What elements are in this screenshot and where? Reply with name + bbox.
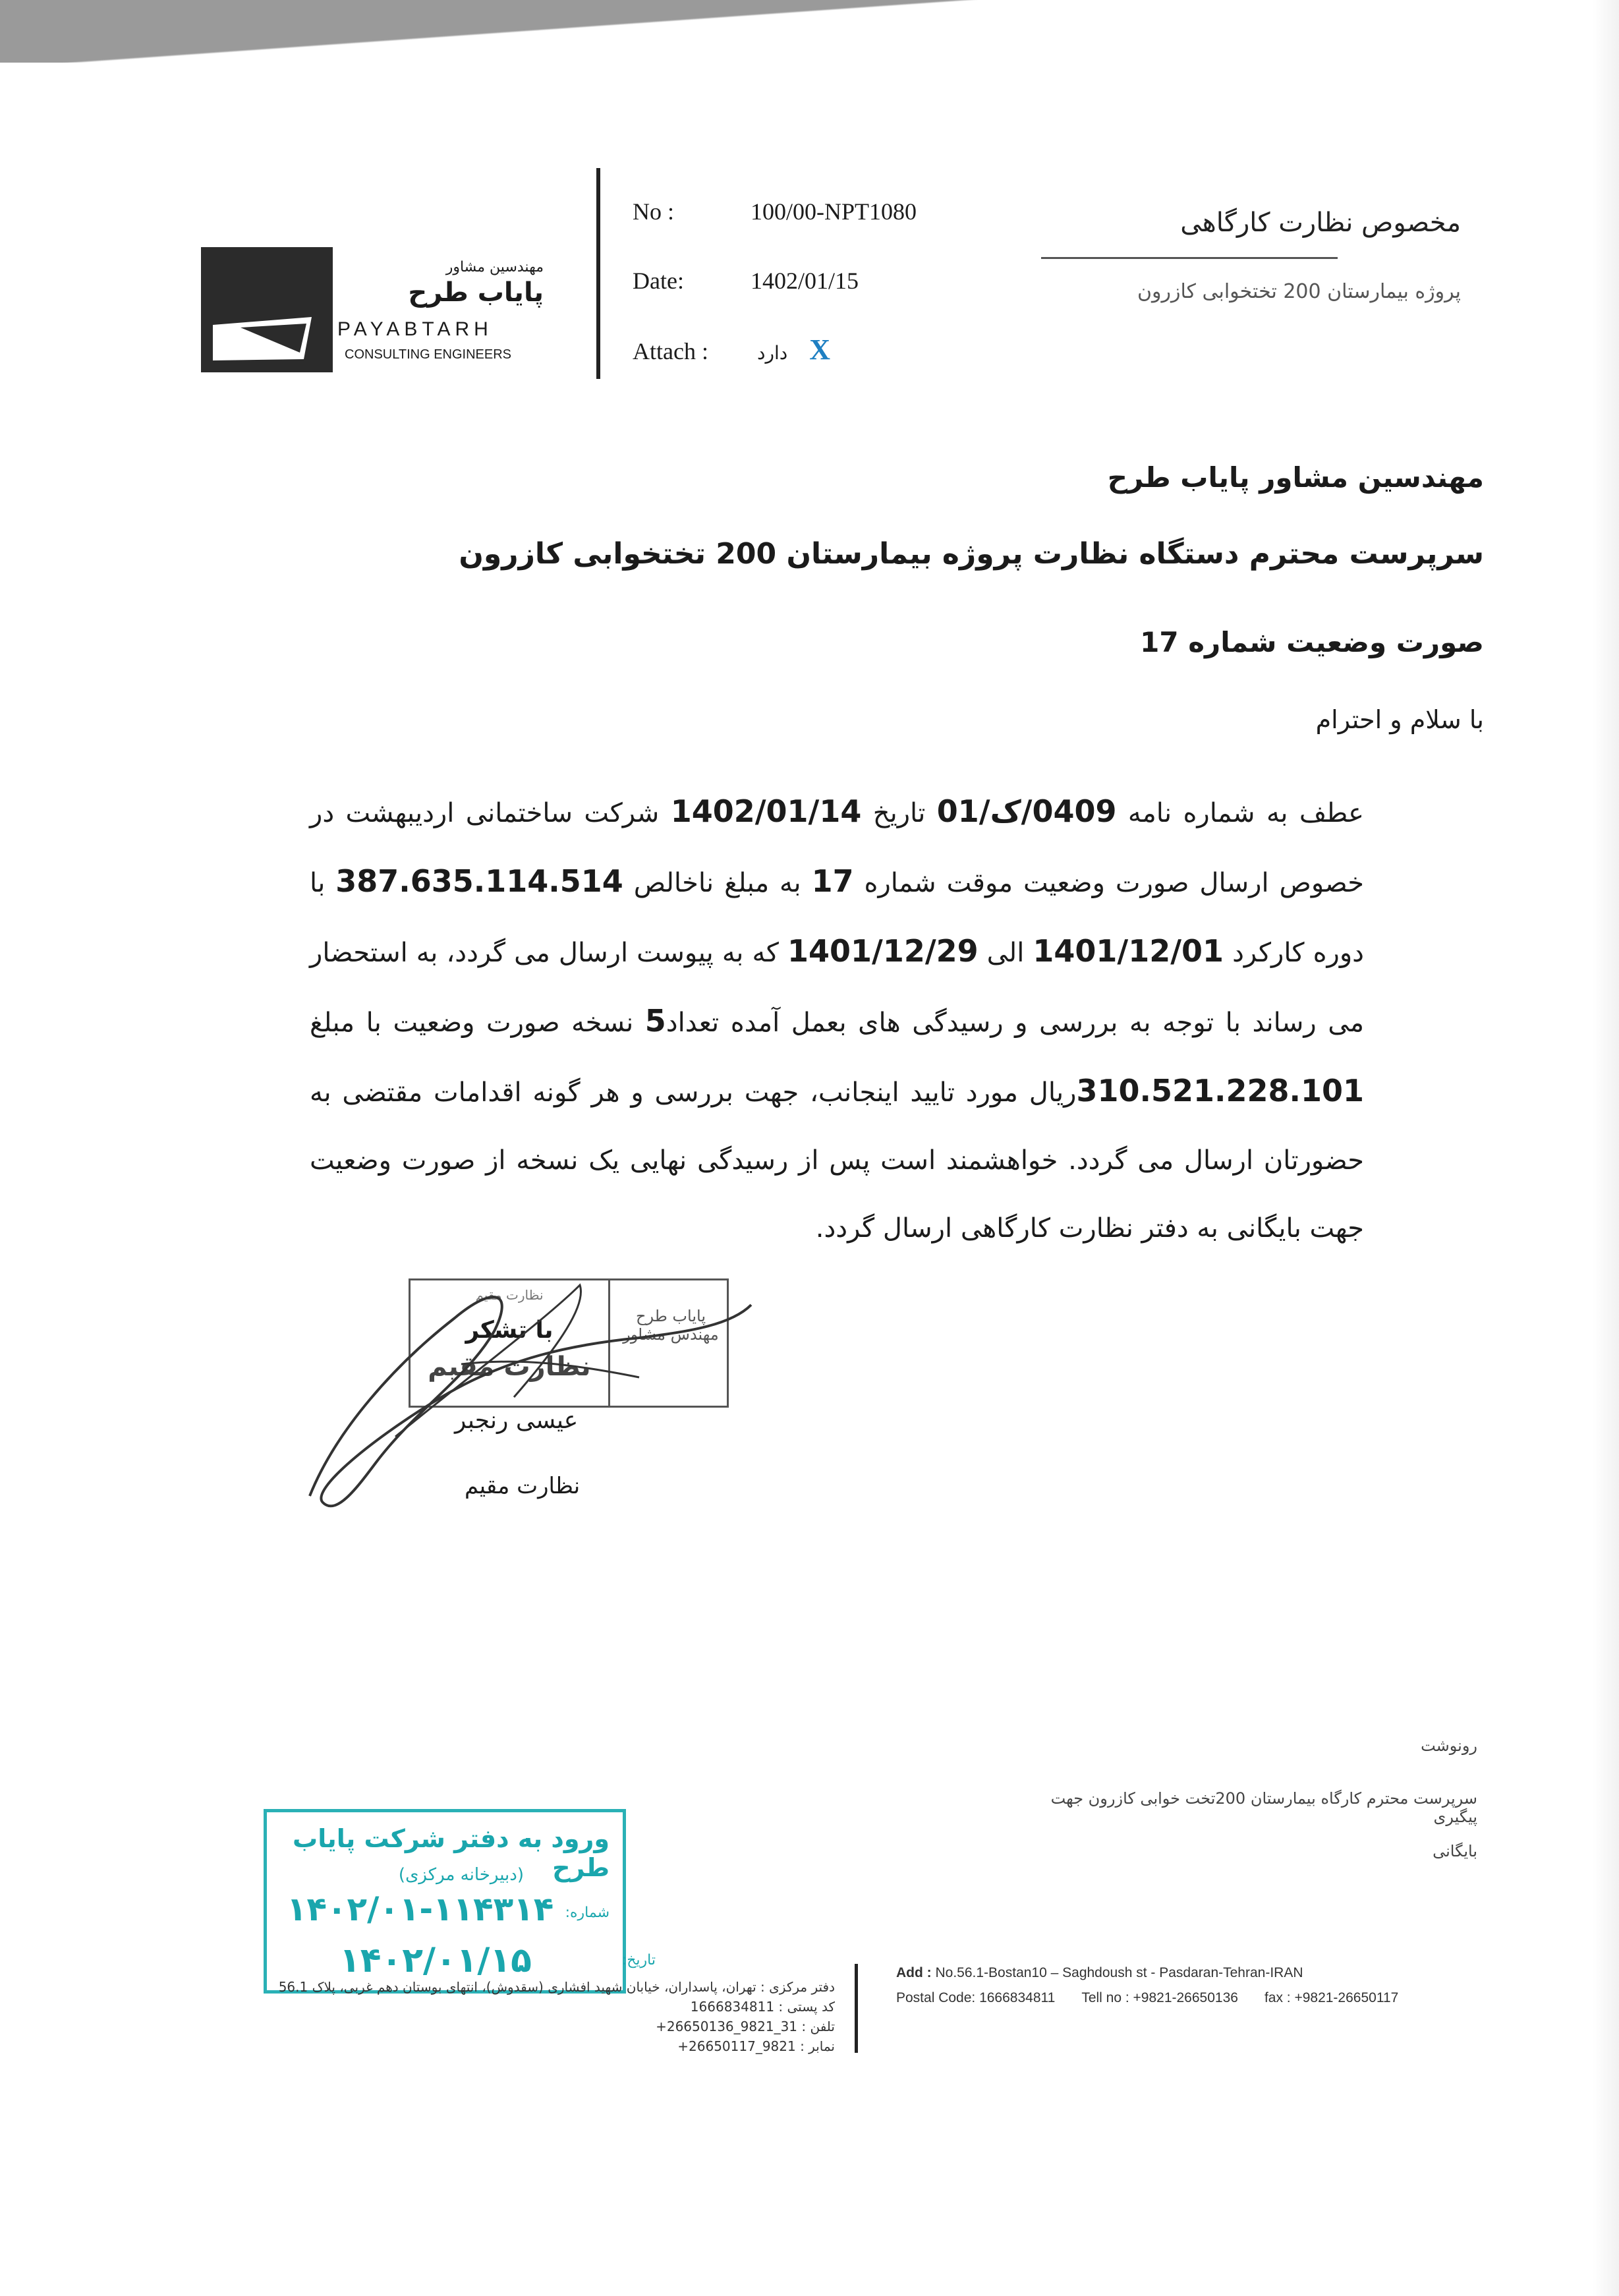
attach-check-icon: X <box>809 333 831 366</box>
footer-divider <box>855 1964 858 2053</box>
receipt-stamp <box>264 1809 656 1994</box>
footer-english <box>896 1961 1398 2011</box>
body-text-2: تاریخ <box>861 798 937 828</box>
footer-address-label: Add : <box>896 1965 932 1980</box>
attach-value: دارد <box>757 342 788 364</box>
footer-fax-en: fax : +9821-26650117 <box>1264 1990 1399 2005</box>
statement-number: 17 <box>811 863 854 899</box>
scan-top-edge <box>0 0 1619 63</box>
body-text-6: الی <box>978 938 1033 968</box>
handwritten-title: مخصوص نظارت کارگاهی <box>1180 208 1461 238</box>
receipt-subtitle: (دبیرخانه مرکزی) <box>398 1865 524 1885</box>
handwritten-underline <box>1041 257 1338 259</box>
stamp-side-text: پایاب طرح مهندس مشاور <box>623 1307 719 1344</box>
greeting: با سلام و احترام <box>1315 705 1484 734</box>
scan-right-edge <box>1593 0 1619 2296</box>
period-start: 1401/12/01 <box>1033 933 1224 969</box>
letter-number-value: 100/00-NPT1080 <box>751 198 917 225</box>
logo-name-fa: پایاب طرح <box>408 277 544 308</box>
letter-date <box>633 267 859 295</box>
cc-heading: رونوشت <box>1421 1736 1477 1755</box>
footer-fax-fa: نمابر : 9821_26650117+ <box>677 2038 835 2054</box>
letter-number-label: No : <box>633 198 674 225</box>
body-text-1: عطف به شماره نامه <box>1116 798 1364 828</box>
stamp-main-text: نظارت مقیم <box>428 1352 591 1382</box>
signer-role: نظارت مقیم <box>465 1473 581 1499</box>
letter-date-value: 1402/01/15 <box>751 268 859 294</box>
footer-postal-en: Postal Code: 1666834811 <box>896 1990 1056 2005</box>
body-text-4: به مبلغ ناخالص <box>623 868 812 898</box>
body-text-8: نسخه صورت وضعیت با مبلغ <box>310 1008 645 1038</box>
letter-subject: صورت وضعیت شماره 17 <box>1140 626 1484 658</box>
footer-phone-fa: تلفن : 31_9821_26650136+ <box>656 2019 835 2034</box>
stamp-top-text: نظارت مقیم <box>475 1287 544 1303</box>
footer-address-en: No.56.1-Bostan10 – Saghdoush st - Pasdaran-Tehran-IRAN <box>935 1965 1303 1980</box>
letter-date-label: Date: <box>633 268 684 294</box>
cc-line-1: سرپرست محترم کارگاه بیمارستان 200تخت خوابی کازرون جهت پیگیری <box>1050 1789 1477 1826</box>
body-text-3: شرکت ساختمانی اردیبهشت در خصوص ارسال صورت وضعیت موقت شماره <box>310 798 1364 898</box>
body-text-5: با دوره کارکرد <box>310 868 1364 968</box>
logo-subtitle-fa: مهندسین مشاور <box>445 259 544 275</box>
closing-text: با تشکر <box>465 1317 554 1344</box>
letter-body <box>310 778 1364 1263</box>
reference-letter-number: 0409/ک/01 <box>936 793 1117 829</box>
footer-tel-en: Tell no : +9821-26650136 <box>1081 1990 1238 2005</box>
receipt-number-value: ۱۴۰۲/۰۱-۱۱۴۳۱۴ <box>287 1890 554 1928</box>
logo-subtitle-en: CONSULTING ENGINEERS <box>345 347 511 362</box>
signer-name: عیسی رنجبر <box>455 1407 579 1434</box>
period-end: 1401/12/29 <box>787 933 979 969</box>
project-stamp: پروژه بیمارستان 200 تختخوابی کازرون <box>1137 280 1461 303</box>
letter-number <box>633 198 917 225</box>
receipt-number-label: شماره: <box>565 1905 610 1921</box>
header-divider <box>596 168 600 379</box>
footer-address-fa: دفتر مرکزی : تهران، پاسداران، خیابان شهید افشاری (سقدوش)، انتهای بوستان دهم غربی، پلاک 56.1 <box>278 1979 835 1995</box>
payabtarh-logo-icon <box>201 247 333 372</box>
footer-postal-fa: کد پستی : 1666834811 <box>690 1999 835 2015</box>
receipt-date-label: تاریخ: <box>621 1952 656 1968</box>
approved-amount: 310.521.228.101 <box>1076 1073 1364 1108</box>
cc-line-2: بایگانی <box>1433 1842 1477 1860</box>
body-text-9: ریال مورد تایید اینجانب، جهت بررسی و هر گونه اقدامات مقتضی به حضورتان ارسال می گردد. خواهشمند است پس از رسیدگی نهایی یک نسخه از صورت وضعیت جهت بایگانی به دفتر نظارت کارگاهی ارسال گردد. <box>310 1077 1364 1244</box>
footer-persian <box>176 1977 835 2056</box>
gross-amount: 387.635.114.514 <box>335 863 623 899</box>
recipient-company: مهندسین مشاور پایاب طرح <box>1107 461 1484 494</box>
copies-count: 5 <box>644 1003 666 1039</box>
receipt-date-value: ۱۴۰۲/۰۱/۱۵ <box>339 1941 532 1980</box>
attach-label: Attach : <box>633 338 708 364</box>
receipt-title: ورود به دفتر شرکت پایاب طرح <box>293 1824 610 1882</box>
reference-letter-date: 1402/01/14 <box>670 793 862 829</box>
logo-name-en: PAYABTARH <box>337 318 493 340</box>
company-logo <box>201 234 544 376</box>
recipient-title: سرپرست محترم دستگاه نظارت پروژه بیمارستان 200 تختخوابی کازرون <box>459 537 1484 571</box>
letter-attach <box>633 333 830 366</box>
body-text-7: که به پیوست ارسال می گردد، به استحضار می رساند با توجه به بررسی و رسیدگی های بعمل آمده تعداد <box>310 938 1364 1038</box>
